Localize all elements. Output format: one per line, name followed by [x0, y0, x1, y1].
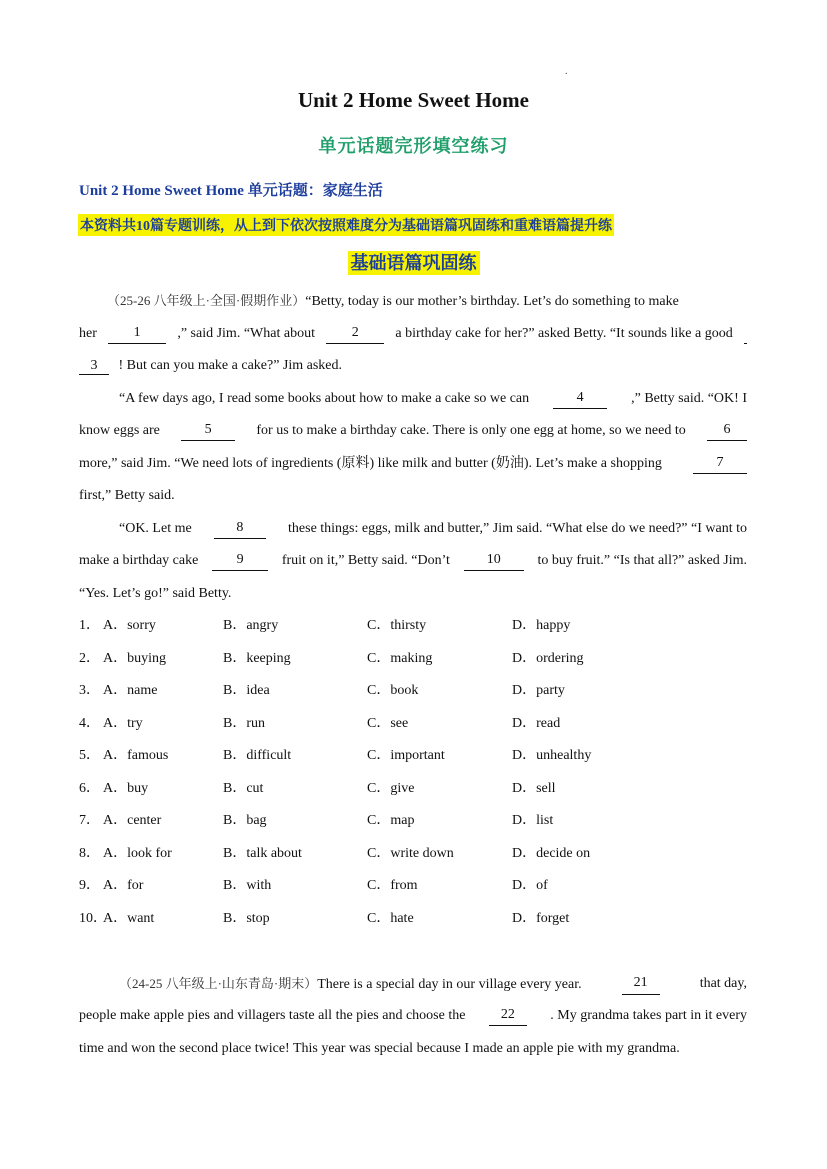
unit-topic: Unit 2 Home Sweet Home 单元话题：家庭生活 [79, 183, 383, 199]
blank-10: 10 [464, 551, 524, 571]
blank-21: 21 [622, 974, 660, 995]
option-d: D．unhealthy [512, 748, 592, 763]
blank-22: 22 [489, 1006, 527, 1026]
option-a: A．try [103, 715, 143, 731]
option-d: D．party [512, 683, 565, 698]
option-d: D．sell [512, 780, 556, 796]
option-a: A．famous [103, 748, 169, 763]
option-c: C．from [367, 878, 418, 893]
option-c: C．see [367, 715, 409, 731]
page-title: Unit 2 Home Sweet Home [298, 88, 529, 112]
option-a: A．want [103, 910, 155, 926]
question-number: 5． [79, 748, 100, 763]
passage-source: （24-25 八年级上·山东青岛·期末） [119, 976, 318, 991]
passage-line: （25-26 八年级上·全国·假期作业）“Betty, today is our mother’s birthday. Let’s do something to make [107, 293, 679, 309]
blank-2: 2 [326, 324, 384, 344]
passage-line: her 1 ,” said Jim. “What about 2 a birthday cake for her?” asked Betty. “It sounds like a good [79, 324, 747, 344]
highlight-note: 本资料共10篇专题训练，从上到下依次按照难度分为基础语篇巩固练和重难语篇提升练 [78, 214, 614, 236]
passage-line: more,” said Jim. “We need lots of ingredients (原料) like milk and butter (奶油). Let’s make a shopping 7 [79, 454, 747, 474]
option-c: C．book [367, 683, 419, 698]
option-b: B．run [223, 715, 265, 731]
option-c: C．hate [367, 910, 414, 926]
passage-line: （24-25 八年级上·山东青岛·期末）There is a special day in our village every year. 21 that day, [79, 974, 747, 995]
blank-8: 8 [214, 519, 266, 539]
blank-7: 7 [693, 454, 747, 474]
blank-6: 6 [707, 421, 747, 441]
option-d: D．forget [512, 910, 570, 926]
option-a: A．buy [103, 780, 149, 796]
option-b: B．idea [223, 683, 270, 698]
blank-5: 5 [181, 421, 235, 441]
passage-line: know eggs are 5 for us to make a birthday cake. There is only one egg at home, so we need to 6 [79, 421, 747, 441]
question-number: 7． [79, 813, 100, 828]
question-number: 6． [79, 780, 100, 796]
passage-line: 3 ! But can you make a cake?” Jim asked. [79, 356, 747, 376]
question-number: 4． [79, 715, 100, 731]
section-heading-label: 基础语篇巩固练 [348, 251, 480, 275]
option-c: C．thirsty [367, 618, 427, 633]
passage-line: time and won the second place twice! This year was special because I made an apple pie with my grandma. [79, 1041, 680, 1056]
option-b: B．with [223, 878, 272, 893]
passage-line: first,” Betty said. [79, 488, 175, 503]
option-d: D．ordering [512, 650, 584, 666]
page-marker: . [565, 66, 568, 77]
passage-line: make a birthday cake 9 fruit on it,” Betty said. “Don’t 10 to buy fruit.” “Is that all?” asked Jim. [79, 551, 747, 571]
option-b: B．talk about [223, 845, 302, 861]
question-number: 10． [79, 910, 107, 926]
option-c: C．write down [367, 845, 454, 861]
option-b: B．stop [223, 910, 270, 926]
option-c: C．making [367, 650, 433, 666]
section-heading [0, 249, 827, 275]
question-number: 2． [79, 650, 100, 666]
option-b: B．difficult [223, 748, 292, 763]
option-b: B．angry [223, 618, 279, 633]
option-b: B．keeping [223, 650, 291, 666]
option-a: A．center [103, 813, 162, 828]
page-subtitle: 单元话题完形填空练习 [318, 136, 509, 156]
option-a: A．for [103, 878, 144, 893]
option-d: D．list [512, 813, 554, 828]
passage-line: “A few days ago, I read some books about how to make a cake so we can 4 ,” Betty said. “OK! I [79, 389, 747, 409]
option-a: A．sorry [103, 618, 156, 633]
question-number: 1． [79, 618, 100, 633]
passage-line: “OK. Let me 8 these things: eggs, milk and butter,” Jim said. “What else do we need?” “I want to [79, 519, 747, 539]
option-a: A．buying [103, 650, 166, 666]
passage-line: people make apple pies and villagers taste all the pies and choose the 22 . My grandma takes part in it every [79, 1006, 747, 1026]
passage-source: （25-26 八年级上·全国·假期作业） [107, 293, 306, 308]
blank-9: 9 [212, 551, 268, 571]
option-d: D．read [512, 715, 561, 731]
blank-4: 4 [553, 389, 607, 409]
option-d: D．decide on [512, 845, 591, 861]
option-d: D．of [512, 878, 548, 893]
option-b: B．cut [223, 780, 264, 796]
option-a: A．look for [103, 845, 172, 861]
blank-1: 1 [108, 324, 166, 344]
option-c: C．map [367, 813, 415, 828]
passage-line: “Yes. Let’s go!” said Betty. [79, 586, 232, 601]
option-c: C．give [367, 780, 415, 796]
option-d: D．happy [512, 618, 571, 633]
blank-3: 3 [79, 357, 109, 375]
option-a: A．name [103, 683, 158, 698]
question-number: 8． [79, 845, 100, 861]
option-b: B．bag [223, 813, 267, 828]
question-number: 9． [79, 878, 100, 893]
option-c: C．important [367, 748, 445, 763]
question-number: 3． [79, 683, 100, 698]
